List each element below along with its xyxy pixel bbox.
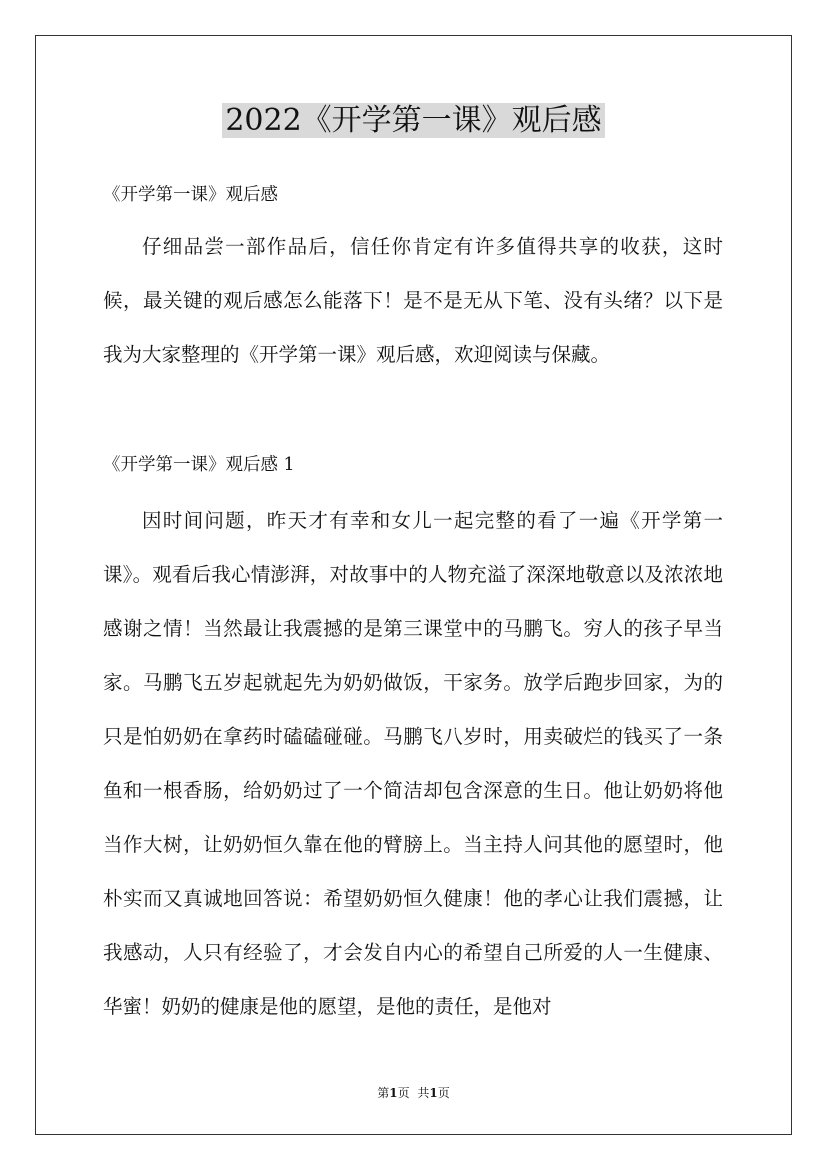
footer-total-suffix: 页 xyxy=(437,1086,450,1100)
document-title xyxy=(0,100,827,142)
footer-total-prefix: 共 xyxy=(417,1086,430,1100)
footer-page-suffix: 页 xyxy=(397,1086,410,1100)
document-title-text: 2022《开学第一课》观后感 xyxy=(222,103,604,138)
intro-paragraph: 仔细品尝一部作品后，信任你肯定有许多值得共享的收获，这时候，最关键的观后感怎么能落下！是不是无从下笔、没有头绪？以下是我为大家整理的《开学第一课》观后感，欢迎阅读与保藏。 xyxy=(103,235,723,366)
footer-page-number: 1 xyxy=(389,1086,398,1100)
section-body-paragraph: 因时间问题，昨天才有幸和女儿一起完整的看了一遍《开学第一课》。观看后我心情澎湃，对故事中的人物充溢了深深地敬意以及浓浓地感谢之情！当然最让我震撼的是第三课堂中的马鹏飞。穷人的孩子早当家。马鹏飞五岁起就起先为奶奶做饭，干家务。放学后跑步回家，为的只是怕奶奶在拿药时磕磕碰碰。马鹏飞八岁时，用卖破烂的钱买了一条鱼和一根香肠，给奶奶过了一个简洁却包含深意的生日。他让奶奶将他当作大树，让奶奶恒久靠在他的臂膀上。当主持人问其他的愿望时，他朴实而又真诚地回答说：希望奶奶恒久健康！他的孝心让我们震撼，让我感动，人只有经验了，才会发自内心的希望自己所爱的人一生健康、华蜜！奶奶的健康是他的愿望，是他的责任，是他对 xyxy=(103,509,723,1018)
footer-total-pages: 1 xyxy=(429,1086,438,1100)
page-footer xyxy=(0,1085,827,1101)
footer-page-prefix: 第 xyxy=(377,1086,390,1100)
document-subtitle: 《开学第一课》观后感 xyxy=(103,185,278,205)
section-heading: 《开学第一课》观后感 1 xyxy=(103,455,295,475)
